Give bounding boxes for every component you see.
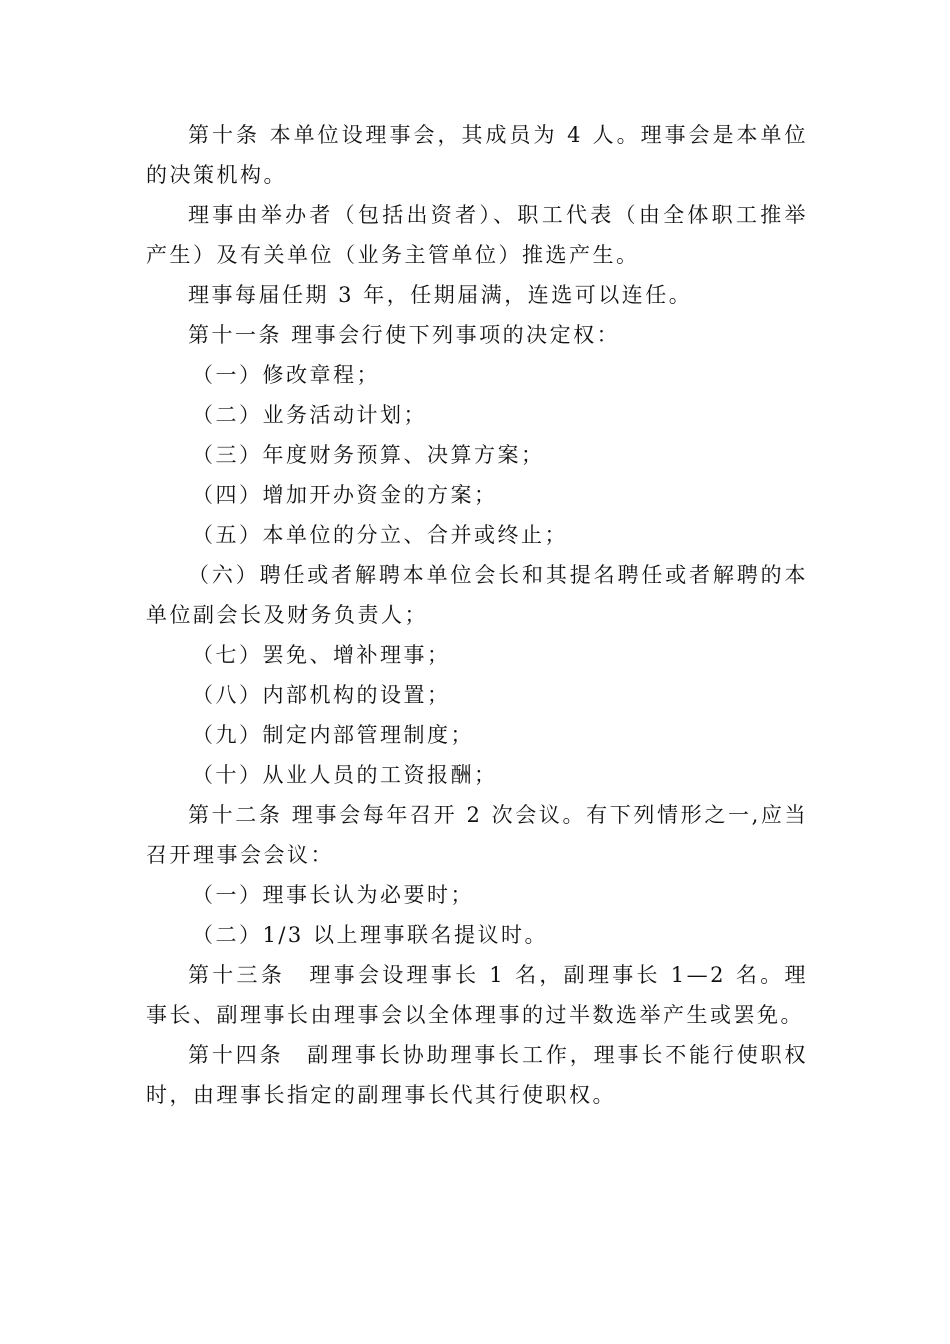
list-item: （四）增加开办资金的方案； bbox=[192, 483, 498, 507]
list-item: （二）1/3 以上理事联名提议时。 bbox=[192, 923, 548, 947]
paragraph-director-term: 理事每届任期 3 年，任期届满，连选可以连任。 bbox=[188, 283, 693, 307]
list-item: （十）从业人员的工资报酬； bbox=[192, 763, 498, 787]
paragraph-article-10: 第十条 本单位设理事会，其成员为 4 人。理事会是本单位的决策机构。 bbox=[146, 123, 808, 187]
list-item: （九）制定内部管理制度； bbox=[192, 723, 474, 747]
list-item: （一）理事长认为必要时； bbox=[192, 883, 474, 907]
list-item: （八）内部机构的设置； bbox=[192, 683, 451, 707]
list-item: （七）罢免、增补理事； bbox=[192, 643, 451, 667]
list-item: （五）本单位的分立、合并或终止； bbox=[192, 523, 568, 547]
list-item: （一）修改章程； bbox=[192, 363, 380, 387]
paragraph-article-13: 第十三条 理事会设理事长 1 名，副理事长 1—2 名。理事长、副理事长由理事会以全体理事的过半数选举产生或罢免。 bbox=[146, 963, 808, 1027]
paragraph-article-12: 第十二条 理事会每年召开 2 次会议。有下列情形之一,应当召开理事会会议： bbox=[146, 803, 808, 867]
list-item: （二）业务活动计划； bbox=[192, 403, 427, 427]
document-body bbox=[146, 115, 808, 1115]
paragraph-article-14: 第十四条 副理事长协助理事长工作，理事长不能行使职权时，由理事长指定的副理事长代其行使职权。 bbox=[146, 1043, 808, 1107]
list-item: （三）年度财务预算、决算方案； bbox=[192, 443, 545, 467]
paragraph-director-selection: 理事由举办者（包括出资者）、职工代表（由全体职工推举产生）及有关单位（业务主管单位）推选产生。 bbox=[146, 203, 808, 267]
paragraph-article-11: 第十一条 理事会行使下列事项的决定权： bbox=[188, 323, 621, 347]
list-item: （六）聘任或者解聘本单位会长和其提名聘任或者解聘的本单位副会长及财务负责人； bbox=[146, 563, 808, 627]
